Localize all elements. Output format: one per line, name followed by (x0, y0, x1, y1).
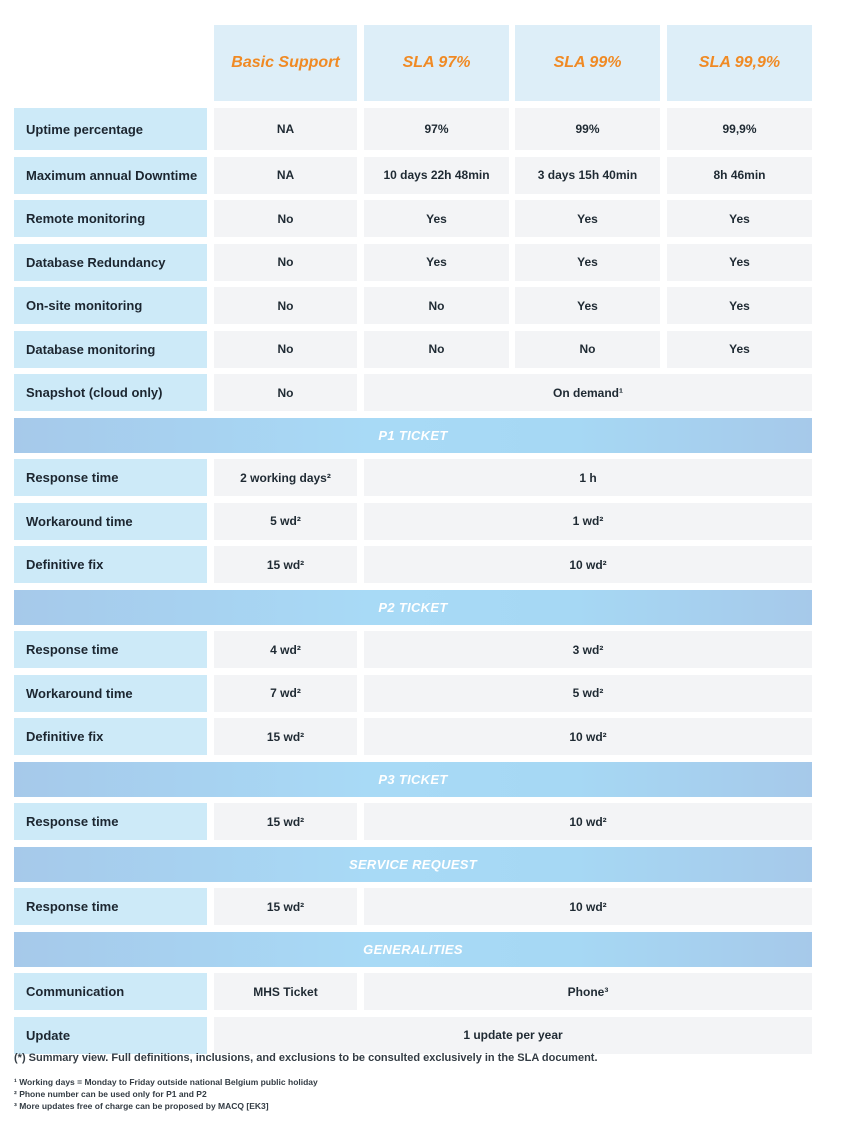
table-cell: 97% (364, 108, 509, 150)
table-cell: 10 wd² (364, 888, 812, 925)
row-label: Response time (14, 803, 207, 840)
row-label: Workaround time (14, 503, 207, 540)
column-header: SLA 97% (364, 25, 509, 101)
table-cell: 10 days 22h 48min (364, 157, 509, 194)
row-label: Update (14, 1017, 207, 1054)
table-cell: NA (214, 108, 357, 150)
row-label: Maximum annual Downtime (14, 157, 207, 194)
section-header: SERVICE REQUEST (14, 847, 812, 882)
footnote-2: ² Phone number can be used only for P1 and P2 (14, 1089, 207, 1099)
section-header: P3 TICKET (14, 762, 812, 797)
table-cell: 2 working days² (214, 459, 357, 496)
row-label: Communication (14, 973, 207, 1010)
row-label: Database monitoring (14, 331, 207, 368)
table-cell: No (214, 287, 357, 324)
section-header: P1 TICKET (14, 418, 812, 453)
summary-note: (*) Summary view. Full definitions, inclusions, and exclusions to be consulted exclusively in the SLA document. (14, 1052, 598, 1064)
row-label: Database Redundancy (14, 244, 207, 281)
table-cell: 15 wd² (214, 546, 357, 583)
column-header: SLA 99% (515, 25, 660, 101)
table-cell: 15 wd² (214, 803, 357, 840)
table-cell: 3 days 15h 40min (515, 157, 660, 194)
row-label: Definitive fix (14, 718, 207, 755)
table-cell: 1 h (364, 459, 812, 496)
table-cell: No (214, 244, 357, 281)
row-label: Response time (14, 631, 207, 668)
row-label: Response time (14, 459, 207, 496)
table-cell: 99% (515, 108, 660, 150)
table-cell: MHS Ticket (214, 973, 357, 1010)
table-cell: 5 wd² (214, 503, 357, 540)
section-header: P2 TICKET (14, 590, 812, 625)
table-cell: NA (214, 157, 357, 194)
table-cell: 7 wd² (214, 675, 357, 712)
table-cell: 3 wd² (364, 631, 812, 668)
footnote-1: ¹ Working days = Monday to Friday outside national Belgium public holiday (14, 1077, 318, 1087)
table-cell: Yes (667, 287, 812, 324)
table-cell: 15 wd² (214, 718, 357, 755)
row-label: Response time (14, 888, 207, 925)
table-cell: 15 wd² (214, 888, 357, 925)
row-label: Workaround time (14, 675, 207, 712)
table-cell: 4 wd² (214, 631, 357, 668)
footnote-3: ³ More updates free of charge can be proposed by MACQ [EK3] (14, 1101, 269, 1111)
table-cell: 10 wd² (364, 718, 812, 755)
table-cell: Yes (667, 200, 812, 237)
table-cell: Phone³ (364, 973, 812, 1010)
table-cell: On demand¹ (364, 374, 812, 411)
table-cell: Yes (667, 331, 812, 368)
table-cell: 1 update per year (214, 1017, 812, 1054)
table-cell: No (364, 287, 509, 324)
column-header: Basic Support (214, 25, 357, 101)
table-cell: Yes (667, 244, 812, 281)
table-cell: No (364, 331, 509, 368)
table-cell: 8h 46min (667, 157, 812, 194)
table-cell: No (515, 331, 660, 368)
table-cell: Yes (364, 200, 509, 237)
table-cell: 10 wd² (364, 546, 812, 583)
table-cell: Yes (515, 287, 660, 324)
row-label: Definitive fix (14, 546, 207, 583)
table-cell: No (214, 200, 357, 237)
table-cell: 10 wd² (364, 803, 812, 840)
table-cell: Yes (515, 244, 660, 281)
table-cell: No (214, 374, 357, 411)
column-header: SLA 99,9% (667, 25, 812, 101)
table-cell: 99,9% (667, 108, 812, 150)
table-cell: No (214, 331, 357, 368)
table-cell: Yes (364, 244, 509, 281)
row-label: Remote monitoring (14, 200, 207, 237)
row-label: On-site monitoring (14, 287, 207, 324)
row-label: Snapshot (cloud only) (14, 374, 207, 411)
table-cell: 1 wd² (364, 503, 812, 540)
section-header: GENERALITIES (14, 932, 812, 967)
row-label: Uptime percentage (14, 108, 207, 150)
table-cell: 5 wd² (364, 675, 812, 712)
table-cell: Yes (515, 200, 660, 237)
